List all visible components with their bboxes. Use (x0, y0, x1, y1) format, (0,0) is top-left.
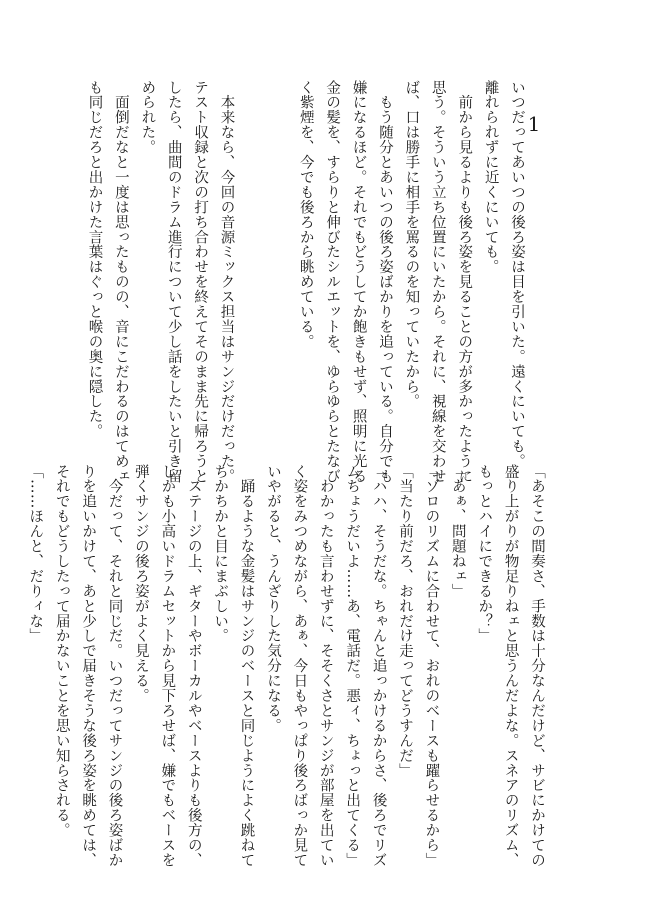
text-line: く姿をみつめながら、あぁ、今日もやっぱり後ろばっか見て (291, 464, 308, 868)
text-line: 「……ほんと、だりィな」 (27, 464, 44, 644)
text-line (266, 80, 292, 420)
text-line: 「ハハ、そうだな。ちゃんと追っかけるからさ、後ろでリズ (370, 464, 387, 868)
text-line: それでもどうしたって届かないことを思い知らされる。 (53, 464, 70, 838)
text-line: しかも小高いドラムセットから見下ろせば、嫌でもベースを (159, 464, 176, 868)
text-line: 盛り上がりが物足りねェと思うんだよな。スネアのリズム、 (502, 464, 519, 868)
text-line: いやがると、うんざりした気分になる。 (264, 464, 281, 734)
text-line: 面倒だなと一度は思ったものの、音にこだわるのはてめェ (112, 80, 129, 484)
text-line: したら、曲間のドラム進行について少し話をしたいと引き留 (165, 80, 182, 484)
text-line: りを追いかけて、あと少しで届きそうな後ろ姿を眺めては、 (80, 464, 97, 868)
text-line: 「当たり前だろ、おれだけ走ってどうすんだ」 (396, 464, 413, 778)
text-block-bottom (27, 464, 550, 868)
text-line: ば、口は勝手に相手を罵るのを知っていたから。 (403, 80, 420, 409)
text-line: も同じだろと出かけた言葉はぐっと喉の奥に隠した。 (86, 80, 103, 439)
text-line: もっとハイにできるか？」 (476, 464, 493, 644)
text-line: 「あぁ、問題ねェ」 (449, 464, 466, 599)
text-line: 踊るような金髪はサンジのベースと同じようによく跳ねて (238, 464, 255, 868)
text-block-top (86, 80, 530, 484)
text-line: 前から見るよりも後ろ姿を見ることの方が多かったように (456, 80, 473, 484)
text-line: わかったも言わせずに、そそくさとサンジが部屋を出てい (317, 464, 334, 868)
text-line: テスト収録と次の打ち合わせを終えてそのまま先に帰ろうと (192, 80, 209, 484)
text-line: ステージの上、ギターやボーカルやベースよりも後方の、 (185, 464, 202, 868)
text-line: 思う。そういう立ち位置にいたから。それに、視線を交わせ (429, 80, 446, 484)
text-line: 離れられずに近くにいても。 (482, 80, 499, 275)
text-line: 弾くサンジの後ろ姿がよく見える。 (132, 464, 149, 704)
text-line: められた。 (139, 80, 156, 155)
text-line: いつだってあいつの後ろ姿は目を引いた。遠くにいても。 (509, 80, 525, 469)
text-line: 「ゾロのリズムに合わせて、おれのベースも躍らせるから」 (423, 464, 440, 868)
text-line (240, 80, 266, 420)
page-number: 1 (527, 112, 541, 136)
text-line: く紫煙を、今でも後ろから眺めている。 (297, 80, 314, 350)
text-line: 嫌になるほど。それでもどうしてか飽きもせず、照明に光る (350, 80, 367, 484)
text-line: ちかちかと目にまぶしい。 (212, 464, 229, 644)
text-line: 金の髪を、すらりと伸びたシルエットを、ゆらゆらとたなび (324, 80, 341, 484)
text-line: もう随分とあいつの後ろ姿ばかりを追っている。自分でも (376, 80, 393, 484)
text-line: ムちょうだいよ……あ、電話だ。悪ィ、ちょっと出てくる」 (344, 464, 361, 868)
text-line: 本来なら、今回の音源ミックス担当はサンジだけだった。 (218, 80, 235, 484)
text-line: 今だって、それと同じだ。いつだってサンジの後ろ姿ばか (106, 464, 123, 868)
text-line: 「あそこの間奏さ、手数は十分なんだけど、サビにかけての (529, 464, 545, 868)
